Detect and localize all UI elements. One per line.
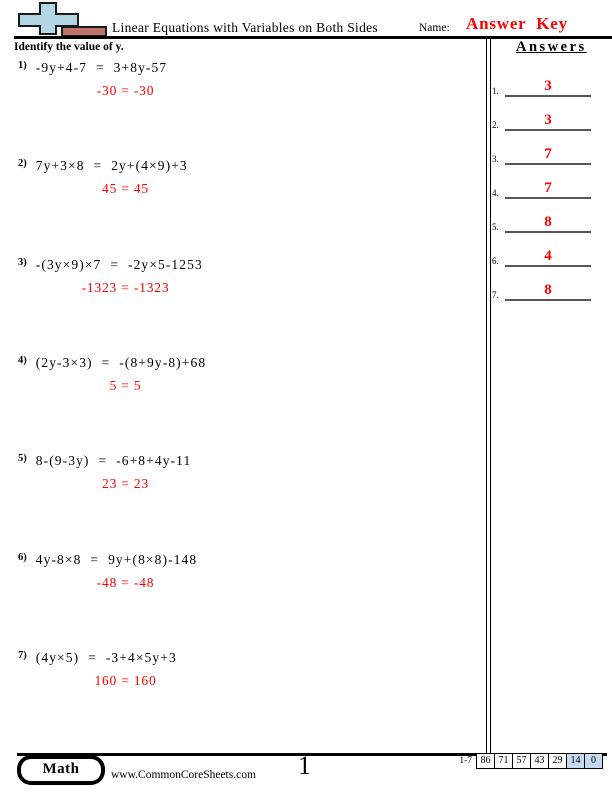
problem-item <box>18 157 318 197</box>
subject-badge <box>17 755 105 785</box>
problem-equation-row <box>18 551 318 568</box>
answer-index: 3. <box>492 154 499 164</box>
problem-equation: (4y×5) = -3+4×5y+3 <box>35 650 177 665</box>
problem-equation-row <box>18 452 318 469</box>
subject-badge-inner <box>21 759 101 781</box>
score-cell: 86 <box>476 753 495 769</box>
problem-check-work: 23 = 23 <box>102 476 149 491</box>
answer-value: 7 <box>544 180 552 196</box>
score-cell: 57 <box>512 753 531 769</box>
problem-number: 2) <box>18 158 27 169</box>
problem-check-work: 5 = 5 <box>109 378 142 393</box>
score-cell: 29 <box>548 753 567 769</box>
problem-equation: 8-(9-3y) = -6+8+4y-11 <box>35 453 192 468</box>
problem-equation-row <box>18 256 318 273</box>
answer-value: 8 <box>544 214 552 230</box>
problem-item <box>18 649 318 689</box>
answer-row <box>490 233 610 267</box>
answers-heading: Answers <box>516 39 587 55</box>
answer-blank-line <box>505 77 591 97</box>
problem-check-work: -1323 = -1323 <box>81 280 170 295</box>
answer-key-label: Answer Key <box>466 14 568 33</box>
score-table <box>477 753 603 769</box>
problem-equation-row <box>18 649 318 666</box>
score-cell: 43 <box>530 753 549 769</box>
answer-blank-line <box>505 179 591 199</box>
problem-number: 5) <box>18 453 27 464</box>
problem-number: 4) <box>18 355 27 366</box>
answer-blank-line <box>505 213 591 233</box>
answer-index: 5. <box>492 222 499 232</box>
problem-number: 6) <box>18 552 27 563</box>
problem-equation-row <box>18 354 318 371</box>
answer-index: 4. <box>492 188 499 198</box>
problem-equation: 4y-8×8 = 9y+(8×8)-148 <box>35 552 198 567</box>
page-number: 1 <box>298 751 311 780</box>
problem-number: 1) <box>18 60 27 71</box>
answer-value: 4 <box>544 248 552 264</box>
problem-check-work: -48 = -48 <box>96 575 155 590</box>
problem-number: 7) <box>18 650 27 661</box>
problem-equation: (2y-3×3) = -(8+9y-8)+68 <box>35 355 207 370</box>
answer-blank-line <box>505 247 591 267</box>
answer-value: 8 <box>544 282 552 298</box>
problem-item <box>18 256 318 296</box>
answer-blank-line <box>505 281 591 301</box>
problem-check-work: 160 = 160 <box>94 673 157 688</box>
answer-index: 6. <box>492 256 499 266</box>
answer-index: 1. <box>492 86 499 96</box>
answer-index: 7. <box>492 290 499 300</box>
answers-panel <box>490 63 610 301</box>
problem-equation-row <box>18 157 318 174</box>
website-text: www.CommonCoreSheets.com <box>111 769 256 781</box>
name-label: Name: <box>419 22 450 34</box>
page-title: Linear Equations with Variables on Both Sides <box>112 20 378 35</box>
answer-value: 7 <box>544 146 552 162</box>
answer-row <box>490 165 610 199</box>
problem-check-work: 45 = 45 <box>102 181 149 196</box>
answer-value: 3 <box>544 112 552 128</box>
problem-equation: 7y+3×8 = 2y+(4×9)+3 <box>35 158 188 173</box>
answer-row <box>490 97 610 131</box>
problem-item <box>18 452 318 492</box>
answer-blank-line <box>505 111 591 131</box>
instruction-text: Identify the value of y. <box>14 41 124 53</box>
answer-blank-line <box>505 145 591 165</box>
problem-equation: -(3y×9)×7 = -2y×5-1253 <box>35 257 203 272</box>
answer-row <box>490 199 610 233</box>
problem-item <box>18 354 318 394</box>
problem-equation: -9y+4-7 = 3+8y-57 <box>35 60 168 75</box>
answer-row <box>490 131 610 165</box>
problem-item <box>18 551 318 591</box>
score-cell: 14 <box>566 753 585 769</box>
problem-number: 3) <box>18 257 27 268</box>
problem-check-work: -30 = -30 <box>96 83 155 98</box>
problem-item <box>18 59 318 99</box>
answer-value: 3 <box>544 78 552 94</box>
score-range-label: 1-7 <box>459 756 472 766</box>
score-cell: 71 <box>494 753 513 769</box>
problems-section <box>18 0 478 760</box>
subject-label: Math <box>42 761 80 777</box>
answer-row <box>490 267 610 301</box>
score-cell: 0 <box>584 753 603 769</box>
answer-index: 2. <box>492 120 499 130</box>
answer-row <box>490 63 610 97</box>
problem-equation-row <box>18 59 318 76</box>
